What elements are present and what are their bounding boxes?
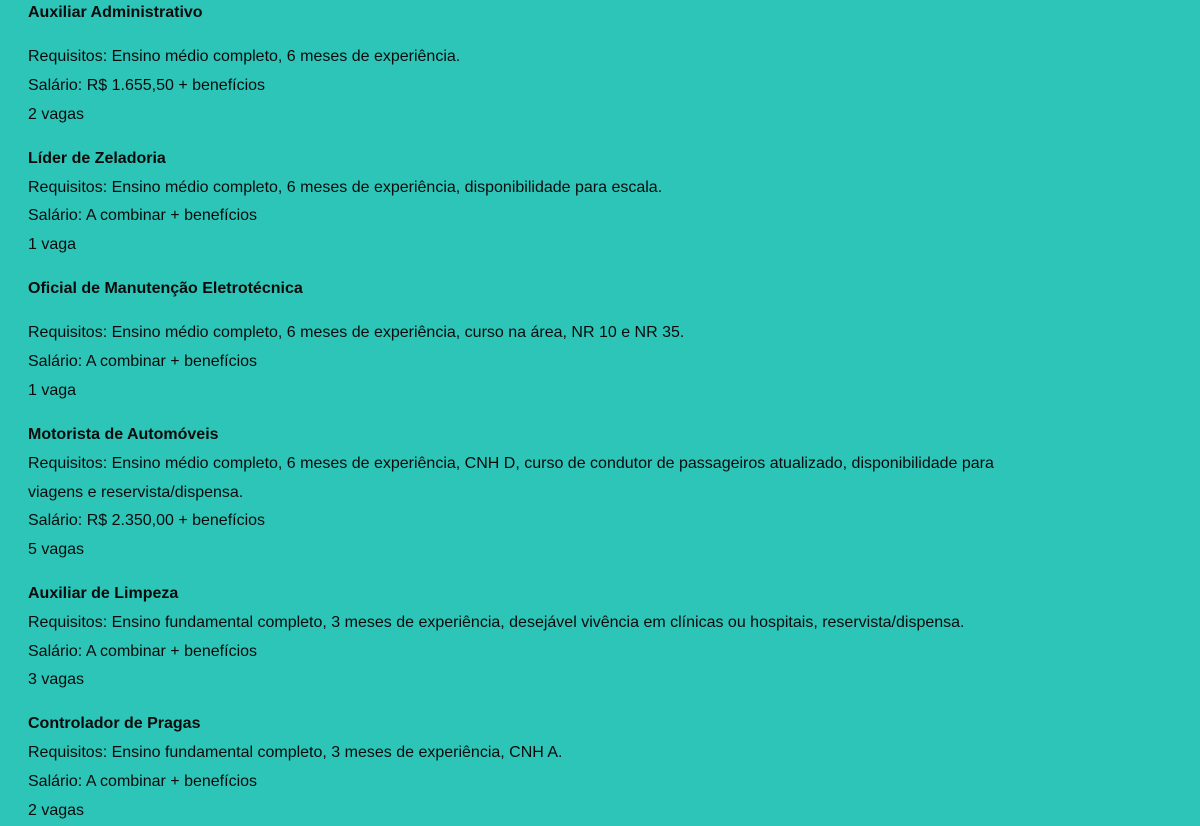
job-openings: 2 vagas: [28, 106, 85, 123]
job-title: Oficial de Manutenção Eletrotécnica: [28, 280, 303, 297]
job-title: Motorista de Automóveis: [28, 426, 219, 443]
job-salary: Salário: A combinar + benefícios: [28, 773, 258, 790]
job-requirements: Requisitos: Ensino médio completo, 6 meses de experiência, curso na área, NR 10 e NR 35.: [28, 324, 685, 341]
job-requirements: Requisitos: Ensino fundamental completo, 3 meses de experiência, desejável vivência em clínicas ou hospitais, reservista/dispensa.: [28, 614, 965, 631]
job-openings: 1 vaga: [28, 236, 77, 253]
job-salary: Salário: R$ 2.350,00 + benefícios: [28, 512, 266, 529]
job-salary: Salário: R$ 1.655,50 + benefícios: [28, 77, 266, 94]
job-requirements: Requisitos: Ensino médio completo, 6 meses de experiência, CNH D, curso de condutor de passageiros atualizado, disponibilidade para: [28, 455, 994, 472]
job-requirements: Requisitos: Ensino médio completo, 6 meses de experiência.: [28, 48, 461, 65]
job-requirements: Requisitos: Ensino fundamental completo, 3 meses de experiência, CNH A.: [28, 744, 563, 761]
job-salary: Salário: A combinar + benefícios: [28, 353, 258, 370]
job-title: Auxiliar Administrativo: [28, 4, 203, 21]
job-title: Líder de Zeladoria: [28, 150, 166, 167]
job-requirements-continued: viagens e reservista/dispensa.: [28, 484, 244, 501]
job-salary: Salário: A combinar + benefícios: [28, 207, 258, 224]
job-title: Controlador de Pragas: [28, 715, 201, 732]
job-openings: 1 vaga: [28, 382, 77, 399]
job-openings: 3 vagas: [28, 671, 85, 688]
job-openings: 2 vagas: [28, 802, 85, 819]
job-openings: 5 vagas: [28, 541, 85, 558]
job-salary: Salário: A combinar + benefícios: [28, 643, 258, 660]
job-title: Auxiliar de Limpeza: [28, 585, 179, 602]
job-requirements: Requisitos: Ensino médio completo, 6 meses de experiência, disponibilidade para escala.: [28, 179, 663, 196]
